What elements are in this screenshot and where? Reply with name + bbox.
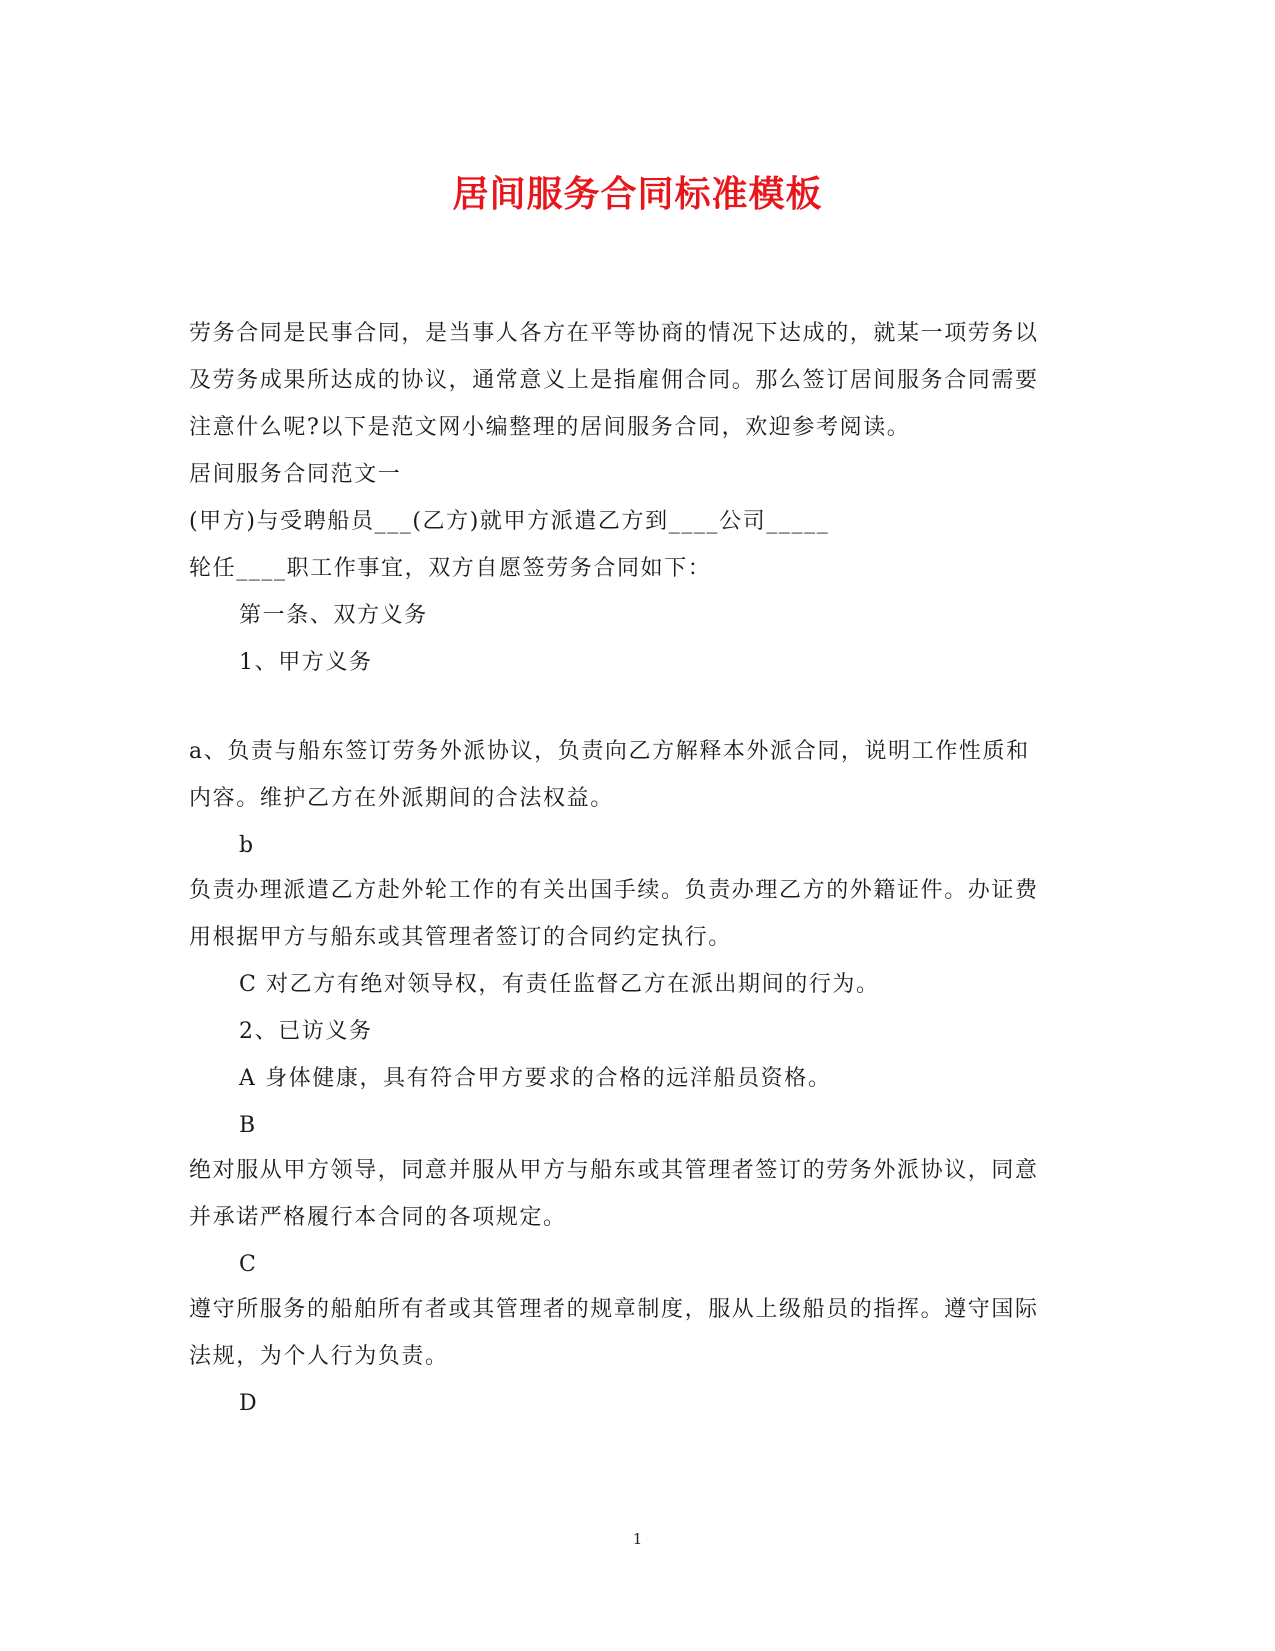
clause-heading: 1、甲方义务 [239, 650, 373, 675]
paragraph-line: 内容。维护乙方在外派期间的合法权益。 [189, 786, 614, 811]
paragraph-line: 用根据甲方与船东或其管理者签订的合同约定执行。 [189, 925, 732, 950]
paragraph-line: 绝对服从甲方领导，同意并服从甲方与船东或其管理者签订的劳务外派协议，同意 [189, 1158, 1039, 1183]
paragraph-line: 劳务合同是民事合同，是当事人各方在平等协商的情况下达成的，就某一项劳务以 [189, 321, 1039, 346]
paragraph-line: A 身体健康，具有符合甲方要求的合格的远洋船员资格。 [239, 1066, 832, 1091]
page-number: 1 [632, 1530, 643, 1548]
paragraph-line: 遵守所服务的船舶所有者或其管理者的规章制度，服从上级船员的指挥。遵守国际 [189, 1297, 1039, 1322]
paragraph-line: 并承诺严格履行本合同的各项规定。 [189, 1205, 567, 1230]
paragraph-line: 轮任____职工作事宜，双方自愿签劳务合同如下： [189, 556, 712, 581]
section-heading: 居间服务合同范文一 [189, 462, 402, 487]
paragraph-line: 负责办理派遣乙方赴外轮工作的有关出国手续。负责办理乙方的外籍证件。办证费 [189, 878, 1039, 903]
clause-marker: B [239, 1113, 257, 1138]
paragraph-line: 及劳务成果所达成的协议，通常意义上是指雇佣合同。那么签订居间服务合同需要 [189, 368, 1039, 393]
clause-marker: b [239, 833, 255, 858]
clause-marker: D [239, 1391, 259, 1416]
paragraph-line: 法规，为个人行为负责。 [189, 1344, 449, 1369]
paragraph-line: (甲方)与受聘船员___(乙方)就甲方派遣乙方到____公司_____ [189, 509, 830, 534]
paragraph-line: a、负责与船东签订劳务外派协议，负责向乙方解释本外派合同，说明工作性质和 [189, 739, 1030, 764]
clause-heading: 2、已访义务 [239, 1019, 373, 1044]
document-title: 居间服务合同标准模板 [452, 173, 823, 215]
article-heading: 第一条、双方义务 [239, 603, 428, 628]
paragraph-line: C 对乙方有绝对领导权，有责任监督乙方在派出期间的行为。 [239, 972, 880, 997]
paragraph-line: 注意什么呢?以下是范文网小编整理的居间服务合同，欢迎参考阅读。 [189, 415, 911, 440]
clause-marker: C [239, 1252, 258, 1277]
